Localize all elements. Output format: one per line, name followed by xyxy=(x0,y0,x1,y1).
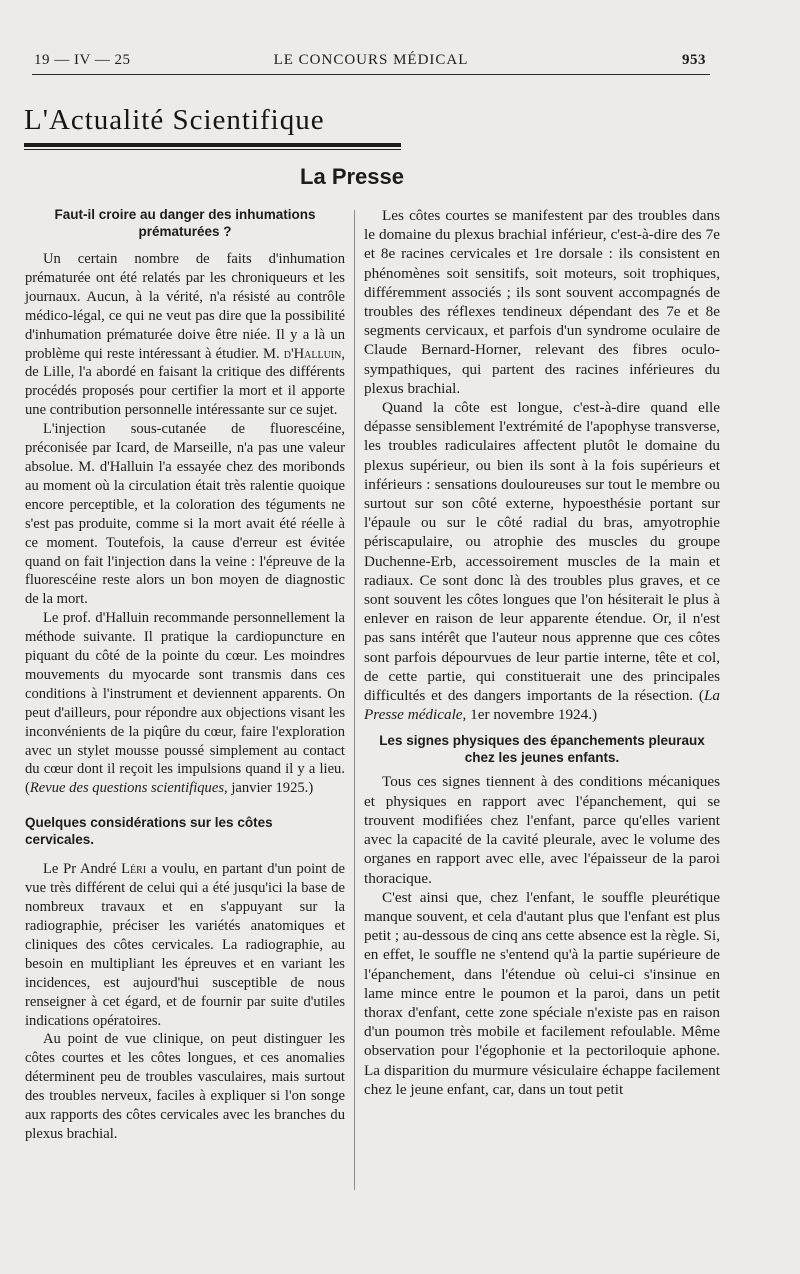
paragraph: Le Pr André Léri a voulu, en partant d'un point de vue très différent de celui qui a été jusqu'ici la base de nombreux travaux et en s'appuyant sur la radiographie, préciser les variétés anatomiques et cliniques des côtes cervicales. La radiographie, au besoin en multipliant les épreuves et en variant les incidences, est aujourd'hui susceptible de nous renseigner à cet égard, et de fournir par suite d'utiles indications opératoires. xyxy=(25,861,345,1029)
section-title: L'Actualité Scientifique xyxy=(24,104,325,136)
issue-date: 19 — IV — 25 xyxy=(34,52,131,68)
article-headline: Quelques considérations sur les côtes cervicales. xyxy=(25,815,273,848)
paragraph: L'injection sous-cutanée de fluorescéine, préconisée par Icard, de Marseille, n'a pas une valeur absolue. M. d'Halluin l'a essayée chez des moribonds au moment où la circulation était très ralentie quoique encore perceptible, et la coloration des téguments ne s'est pas produite, comme si la mort avait été réelle à ce moment. Toutefois, la cause d'erreur est évitée quand on fait l'injection dans la veine : l'épreuve de la fluorescéine reste alors un bon moyen de diagnostic de la mort. xyxy=(25,421,345,608)
right-column xyxy=(364,206,720,1099)
running-head xyxy=(32,50,710,75)
paragraph: Le prof. d'Halluin recommande personnellement la méthode suivante. Il pratique la cardiopuncture en piquant du côté de la pointe du cœur. Les moindres mouvements du myocarde sont transmis dans ces conditions à l'instrument et deviennent apparents. On peut d'ailleurs, pour répondre aux objections visant les inconvénients de la piqûre du cœur, faire l'exploration avec un stylet mousse poussé simplement au contact du cœur dont il reçoit les impulsions quand il y a lieu. (Revue des questions scientifiques, janvier 1925.) xyxy=(25,610,345,797)
paragraph: Au point de vue clinique, on peut distinguer les côtes courtes et les côtes longues, et ces anomalies déterminent peu de troubles vasculaires, mais surtout des troubles nerveux, faciles à expliquer si l'on songe aux rapports des côtes cervicales avec les branches du plexus brachial. xyxy=(25,1031,345,1142)
column-divider xyxy=(354,210,355,1190)
paragraph: Quand la côte est longue, c'est-à-dire quand elle dépasse sensiblement l'extrémité de l'apophyse transverse, les troubles radiculaires affectent plutôt le domaine du plexus supérieur, ou bien ils sont à la fois supérieurs et inférieurs : sensations douloureuses sur tout le membre ou surtout sur son côté externe, hypoesthésie portant sur l'épaule ou sur le côté radial du bras, amyotrophie périscapulaire, ou atrophie des muscles du groupe Duchenne-Erb, accessoirement muscles de la main et radiaux. Ce sont donc là des troubles plus graves, et ce sont souvent les côtes longues que l'on hésiterait le plus à enlever en raison de leur apparente étendue. Or, il n'est pas sans intérêt que l'auteur nous apprenne que ces côtes sont parfois dépourvues de leur partie interne, tête et col, de cette partie, qui constituerait une des principales difficultés et des dangers importants de la résection. (La Presse médicale, 1er novembre 1924.) xyxy=(364,399,720,724)
section-rule xyxy=(24,143,401,147)
rubric-title: La Presse xyxy=(300,164,404,189)
left-column xyxy=(25,206,345,1144)
article-headline: Les signes physiques des épanchements pleuraux chez les jeunes enfants. xyxy=(379,733,705,766)
page-number: 953 xyxy=(682,52,706,68)
paragraph: Un certain nombre de faits d'inhumation prématurée ont été relatés par les chroniqueurs et les journaux. Aucun, à la vérité, n'a résisté au contrôle médico-légal, ce qui ne veut pas dire que la possibilité d'inhumation prématurée doive être niée. Il y a là un problème qui reste intéressant à étudier. M. d'Halluin, de Lille, l'a abordé en faisant la critique des différents procédés proposés pour certifier la mort et il apporte une contribution personnelle intéressante sur ce sujet. xyxy=(25,251,345,419)
section-rule-thin xyxy=(24,149,401,150)
paragraph: Tous ces signes tiennent à des conditions mécaniques et physiques en rapport avec l'épanchement, qui se trouvent modifiées chez l'enfant, parce qu'elles varient avec la capacité de la cavité pleurale, avec le volume des organes en rapport avec elle, avec l'épaisseur de la paroi thoracique. xyxy=(364,773,720,887)
journal-title: LE CONCOURS MÉDICAL xyxy=(273,52,469,68)
paragraph: Les côtes courtes se manifestent par des troubles dans le domaine du plexus brachial inférieur, c'est-à-dire des 7e et 8e racines cervicales et 1re dorsale : ils consistent en phénomènes soit sensitifs, soit moteurs, soit trophiques, différemment associés ; ils sont souvent accompagnés de troubles des réflexes tendineux dépendant des 7e et 8e segments cervicaux, et parfois d'un syndrome oculaire de Claude Bernard-Horner, relevant des fibres oculo-sympathiques, qui partent des racines inférieures du plexus brachial. xyxy=(364,207,720,397)
article-headline: Faut-il croire au danger des inhumations prématurées ? xyxy=(54,207,316,239)
paragraph: C'est ainsi que, chez l'enfant, le souffle pleurétique manque souvent, et cela d'autant plus que l'enfant est plus petit ; au-dessous de cinq ans cette absence est la règle. Si, en effet, le souffle ne s'entend qu'à la partie supérieure de l'épanchement, dans l'étendue où celui-ci s'insinue en lame mince entre le poumon et la paroi, dans un petit thorax d'enfant, cette zone spéciale n'existe pas en raison d'un poumon très mobile et facilement refoulable. Même observation pour l'égophonie et la pectoriloquie aphone. La disparition du murmure vésiculaire échappe facilement chez le jeune enfant, car, dans un tout petit xyxy=(364,888,720,1098)
